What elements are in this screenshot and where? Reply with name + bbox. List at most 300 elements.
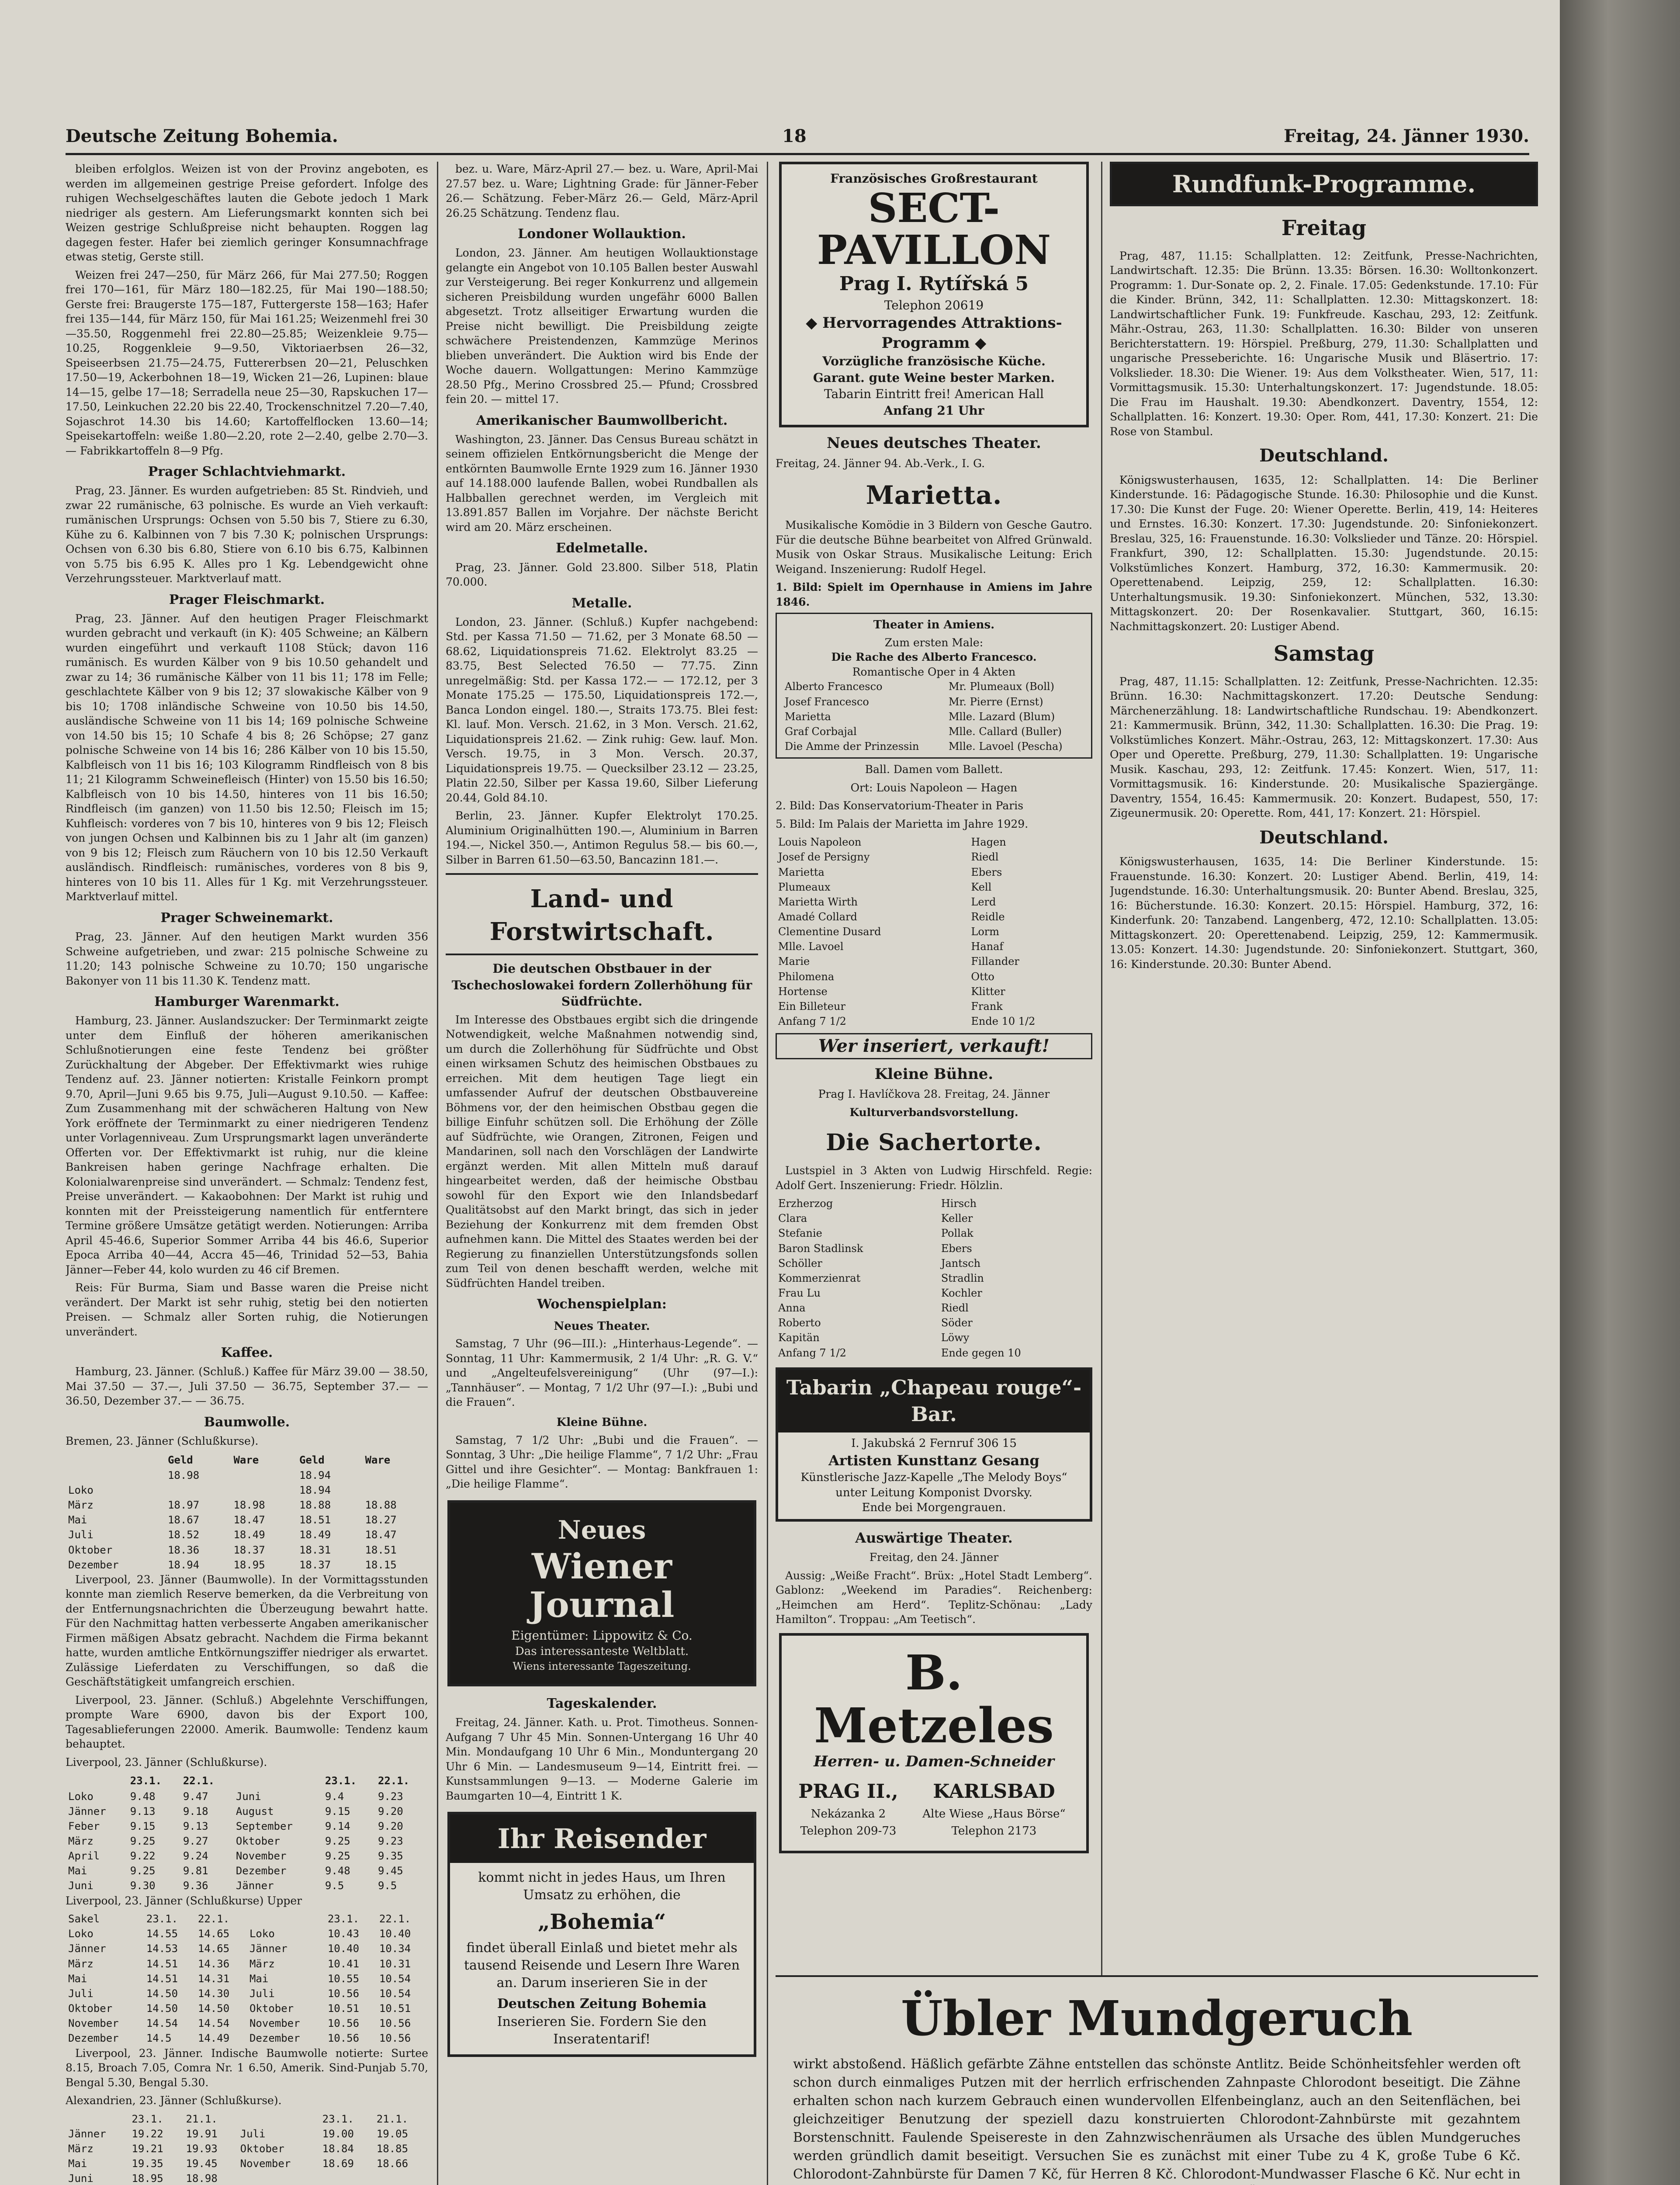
table-cell: März (249, 1957, 275, 1970)
table-cell: 14.50 (146, 1987, 178, 2000)
table-cell: 10.51 (379, 2002, 411, 2015)
table-cell: Keller (941, 1212, 973, 1225)
table-cell: Stefanie (778, 1227, 822, 1240)
alexandria-cotton-table (66, 2112, 428, 2185)
table-row (66, 1911, 428, 1926)
table-cell: 9.48 (130, 1790, 156, 1803)
table-cell: 23.1. (322, 2112, 354, 2125)
table-heading: Bremen, 23. Jänner (Schlußkurse). (66, 1435, 259, 1448)
table-row (66, 1498, 428, 1512)
table-row (776, 1346, 1092, 1360)
table-row (776, 1226, 1092, 1241)
table-cell: Riedl (971, 851, 999, 864)
table-cell (66, 2112, 129, 2126)
table-cell: 9.24 (183, 1850, 208, 1862)
table-cell: Plumeaux (778, 881, 831, 893)
table-cell: Klitter (971, 985, 1005, 998)
table-cell (374, 2171, 428, 2185)
section-heading: Kaffee. (221, 1345, 273, 1361)
table-cell: 19.35 (132, 2157, 163, 2170)
issue-date: Freitag, 24. Jänner 1930. (1284, 126, 1529, 146)
table-cell: 9.25 (325, 1850, 350, 1862)
program-text: Königswusterhausen, 1635, 14: Die Berliner Kinderstunde. 15: Frauenstunde. 16.30: Konzert. 20: Lustiger Abend. Berlin, 419, 14: Jugendstunde. 16.30: Unterhaltungsmusik. 20: Bunter Abend. Breslau, 325, 16: Bücherstunde. 16.30: Konzert. 20.15: Hörspiel. Hamburg, 372, 16: Kinderfunk. 20: Tanzabend. Langenberg, 472, 12.10: Schallplatten. 13.05: Mittagskonzert. 20: Operettenabend. Leipzig, 259, 12: Kammermusik. 13.05: Konzert. 14.30: Jugendstunde. 20: Sinfoniekonzert. Stuttgart, 360, 16: Kinderstunde. 20.30: Bunter Abend. (1110, 855, 1538, 971)
article-text: Aussig: „Weiße Fracht“. Brüx: „Hotel Stadt Lemberg“. Gablonz: „Weekend im Paradies“. Reichenberg: „Heimchen am Herd“. Teplitz-Schönau: „Lady Hamilton“. Troppau: „Am Teetisch“. (776, 1569, 1092, 1626)
article-text: bleiben erfolglos. Weizen ist von der Provinz angeboten, es werden im allgemeinen gestrige Preise gefordert. Infolge des ruhigen Wechselgeschäftes lauten die Gebote jedoch 1 Mark niedriger als gestern. Am Lieferungsmarkt konnten sich bei Weizen gestrige Schlußpreise nicht behaupten. Roggen lag dagegen fester. Hafer bei ziemlich geringer Konsumnachfrage etwas stetig, Gerste still. (66, 163, 428, 263)
table-cell: Juni (68, 2172, 94, 2185)
table-cell: Otto (971, 970, 994, 983)
table-cell: Pollak (941, 1227, 973, 1240)
play-title: Marietta. (866, 480, 1002, 510)
table-body (66, 1483, 428, 1572)
table-row (776, 1211, 1092, 1226)
program-text: Prag, 487, 11.15: Schallplatten. 12: Zeitfunk, Presse-Nachrichten. 12.35: Brünn. 16.30: Nachmittagskonzert. 17.20: Deutsche Sendung: Märchenerzählung. 18: Landwirtschaftliche Rundschau. 19: Abendkonzert. 21: Kammermusik. Brünn, 342, 11.30: Schallplatten. 16.30: Die Prag. 19: Volkstümliches Konzert. Mähr.-Ostrau, 263, 12: Mittagskonzert. 17.30: Aus Oper und Operette. Preßburg, 279, 11.30: Schallplatten. 19: Ungarische Musik. Kaschau, 293, 12: Zeitfunk. 17.45: Konzert. Wien, 517, 11: Vormittagsmusik. 16: Kinderstunde. 20: Musikalische Spaziergänge. Daventry, 1554, 16.45: Kammermusik. 20: Konzert. Budapest, 550, 17: Zigeunermusik. 20: Operette. Rom, 441, 17: Konzert. 21: Hörspiel. (1110, 675, 1538, 820)
article-text: Weizen frei 247—250, für März 266, für Mai 277.50; Roggen frei 170—161, für März 180—182.25, für Mai 190—188.50; Gerste frei: Braugerste 175—187, Futtergerste 158—163; Hafer frei 135—144, für März 150, für Mai 161.25; Weizenmehl frei 30—35.50, Roggenmehl frei 22.80—25.85; Weizenkleie 9.75—10.25, Roggenkleie 9—9.50, Viktoriaerbsen 26—32, Speiseerbsen 21.75—24.75, Futtererbsen 20—21, Peluschken 17.50—19, Ackerbohnen 18—19, Wicken 21—26, Lupinen: blaue 14—15, gelbe 17—18; Serradella neue 25—30, Rapskuchen 17—17.50, Leinkuchen 22.20 bis 22.40, Trockenschnitzel 7.20—7.40, Sojaschrot 14.30 bis 14.60; Kartoffelflocken 13.60—14; Speisekartoffeln: weiße 1.80—2.20, rote 2—2.40, gelbe 2.70—3. — Fabrikkartoffeln 8—9 Pfg. (66, 268, 428, 457)
table-cell: Dezember (236, 1865, 287, 1877)
ad-text: Das interessanteste Weltblatt. (515, 1644, 689, 1658)
table-row (66, 1483, 428, 1498)
table-cell (247, 1911, 325, 1926)
table-cell: Juli (68, 1529, 94, 1541)
table-cell: Juli (68, 1987, 94, 2000)
table-cell: 10.54 (379, 1972, 411, 1985)
column-theater (776, 162, 1092, 2185)
ad-highlight: „Bohemia“ (537, 1909, 666, 1934)
section-heading: Prager Schlachtviehmarkt. (148, 464, 346, 479)
ad-title: B. Metzeles (814, 1644, 1054, 1754)
table-cell: Marietta (785, 710, 831, 723)
table-row (776, 999, 1092, 1014)
table-cell: März (68, 1835, 94, 1847)
table-cell: Jänner (68, 1805, 106, 1817)
table-row (66, 1863, 428, 1878)
table-cell: Clementine Dusard (778, 926, 881, 938)
table-cell: 18.15 (365, 1558, 397, 1571)
section-heading: Prager Fleischmarkt. (169, 592, 325, 607)
table-cell: 14.54 (146, 2017, 178, 2030)
table-cell: März (68, 1499, 94, 1512)
table-cell: Mai (68, 2157, 87, 2170)
table-cell: Clara (778, 1212, 807, 1225)
table-cell: 18.95 (132, 2172, 163, 2185)
table-cell: 9.25 (130, 1865, 156, 1877)
sect-pavillon-ad (779, 162, 1089, 427)
table-cell: Lerd (971, 895, 996, 908)
table-cell: 14.55 (146, 1928, 178, 1940)
table-cell: Sakel (68, 1913, 100, 1925)
table-cell: 14.51 (146, 1957, 178, 1970)
table-cell: Josef de Persigny (778, 851, 870, 864)
table-cell: Mr. Plumeaux (Boll) (948, 680, 1054, 693)
table-row (776, 1286, 1092, 1301)
table-cell: 9.4 (325, 1790, 344, 1803)
table-cell: 14.65 (197, 1942, 230, 1955)
country-heading: Deutschland. (1259, 827, 1389, 848)
table-cell: 19.05 (376, 2127, 409, 2140)
table-cell: 9.47 (183, 1790, 208, 1803)
table-cell: Frank (971, 1000, 1003, 1013)
table-cell: 18.27 (365, 1514, 397, 1526)
table-cell: Jänner (236, 1880, 274, 1892)
article-text: London, 23. Jänner. Am heutigen Wollauktionstage gelangte ein Angebot von 10.105 Ballen bester Auswahl zur Versteigerung. Bei reger Konkurrenz und allgemein sicheren Preisbildung wurden ungefähr 6000 Ballen abgesetzt. Trotz allseitiger Erwartung wurden die Preise nicht bewilligt. Die Preisbildung zeigte schwächere Preistendenzen, Kammzüge Merinos blieben unverändert. Die Auktion wird bis Ende der Woche dauern. Wollgattungen: Merino Kammzüge 28.50 Pfg., Merino Crossbred 25.— Pfund; Crossbred fein 20. — mittel 17. (446, 246, 758, 406)
column-header (233, 1773, 322, 1789)
table-cell: 10.40 (327, 1942, 360, 1955)
table-cell: Ende 10 1/2 (971, 1015, 1036, 1028)
scene-note: 5. Bild: Im Palais der Marietta im Jahre 1929. (776, 817, 1029, 830)
column-rule (767, 162, 768, 2185)
running-head (66, 118, 1529, 155)
box-text: Zum ersten Male: (884, 636, 984, 649)
table-cell: 14.50 (197, 2002, 230, 2015)
ad-phone: Telephon 209-73 (800, 1824, 897, 1838)
table-cell: 9.20 (378, 1805, 403, 1817)
table-cell: 19.45 (186, 2157, 218, 2170)
ad-address: Prag I. Rytířská 5 (839, 272, 1029, 295)
section-heading: Amerikanischer Baumwollbericht. (476, 413, 728, 428)
cast-list (776, 1196, 1092, 1360)
table-cell: Jantsch (941, 1257, 981, 1269)
book-binding-edge (1560, 0, 1680, 2185)
table-body (66, 1789, 428, 1894)
article-text: Hamburg, 23. Jänner. Auslandszucker: Der Terminmarkt zeigte unter dem Einfluß der höheren amerikanischen Schlußnotierungen eine feste Tendenz bei größter Zurückhaltung der Abgeber. Der Effektivmarkt wies ruhige Tendenz auf. 23. Jänner notierten: Kristalle Feinkorn prompt 9.70, April—Juni 9.65 bis 9.75, Juli—August 9.10.50. — Kaffee: Zum Zusammenhang mit der schwächeren Haltung von New York eröffnete der Terminmarkt zu einer niedrigeren Tendenz unter Vorlagenniveau. Zum Ursprungsmarkt lagen unveränderte Offerten vor. Der Effektivmarkt ist ruhig, nur die kleine Bankreisen haben geringe Nachfrage erhalten. Die Kolonialwarenpreise sind unverändert. — Schmalz: Tendenz fest, Preise unverändert. — Kakaobohnen: Der Markt ist ruhig und konnten mit der Preissteigerung namentlich für entferntere Termine größere Umsätze getätigt werden. Notierungen: Arriba April 45-46.6, Superior Sommer Arriba 44 bis 46.6, Superior Epoca Arriba 40—44, Accra 45—46, Trinidad 52—53, Bahia Jänner—Feber 44, kolo wurden zu 46 cif Bremen. (66, 1014, 428, 1276)
table-row (776, 895, 1092, 909)
article-text: Liverpool, 23. Jänner. (Schluß.) Abgelehnte Verschiffungen, prompte Ware 6900, davon bis der Export 100, Tagesablieferungen 22000. Amerik. Baumwolle: Tendenz kaum behauptet. (66, 1693, 428, 1751)
article-text: Liverpool, 23. Jänner. Indische Baumwolle notierte: Surtee 8.15, Broach 7.05, Comra Nr. 1 6.50, Amerik. Sind-Punjab 5.70, Bengal 5.30, Bengal 5.30. (66, 2046, 428, 2089)
table-cell: 18.85 (376, 2142, 409, 2155)
section-title: Land- und Forstwirtschaft. (489, 884, 714, 947)
table-heading: Liverpool, 23. Jänner (Schlußkurse) Upper (66, 1894, 302, 1907)
table-row (776, 850, 1092, 864)
table-cell: Kell (971, 881, 992, 893)
table-cell: 18.98 (186, 2172, 218, 2185)
article-text: Samstag, 7 Uhr (96—III.): „Hinterhaus-Legende“. — Sonntag, 11 Uhr: Kammermusik, 2 1/4 Uhr: „R. G. V.“ und „Angelteufelsvereinigung“ (Uhr (97—I.): „Tannhäuser“. — Montag, 7 1/2 Uhr (97—I.): „Bubi und die Frauen“. (446, 1337, 758, 1409)
table-cell: 10.41 (327, 1957, 360, 1970)
table-row (776, 865, 1092, 880)
table-cell: November (68, 2017, 119, 2030)
table-row (66, 1878, 428, 1893)
reisender-ad (447, 1812, 756, 2057)
table-cell: 18.52 (167, 1529, 200, 1541)
table-cell: Josef Francesco (785, 695, 869, 708)
table-cell: 14.5 (146, 2032, 172, 2045)
table-body (782, 679, 1086, 754)
ad-address: I. Jakubská 2 Fernruf 306 15 (851, 1437, 1017, 1450)
article-text: bez. u. Ware, März-April 27.— bez. u. Ware, April-Mai 27.57 bez. u. Ware; Lightning Grade: für Jänner-Feber 26.— Schätzung. Feber-März 26.— Geld, März-April 26.25 Schätzung. Tendenz flau. (446, 163, 758, 219)
cast-list (776, 835, 1092, 1029)
program-text: Prag, 487, 11.15: Schallplatten. 12: Zeitfunk, Presse-Nachrichten, Landwirtschaft. 12.35: Die Brünn. 13.35: Börsen. 16.30: Wolltonkonzert. Programm: 1. Dur-Sonate op. 2, 2. Finale. 17.05: Gedenkstunde. 17.10: Für die Kinder. Brünn, 342, 11: Schallplatten. 12.30: Mittagskonzert. 18: Landwirtschaftlicher Funk. 19: Funkfreude. Kaschau, 293, 12: Zeitfunk. Mähr.-Ostrau, 263, 11.30: Schallplatten. 16.30: Bilder von unseren Berichterstattern. 19: Hörspiel. Preßburg, 279, 11.30: Schallplatten und ungarische Presseberichte. 16: Ungarische Musik und Bläsertrio. 17: Volkslieder. 18.30: Die Wiener. 19: Aus dem Volkstheater. Wien, 517, 11: Vormittagsmusik. 15.30: Unterhaltungskonzert. 17: Jugendstunde. 18.05: Die Frau im Haushalt. 19.30: Abendkonzert. Daventry, 1554, 12: Schallplatten. 16: Konzert. 19.30: Oper. Rom, 441, 17.30: Konzert. 21: Die Rose von Stambul. (1110, 249, 1538, 438)
table-cell: Graf Corbajal (785, 725, 857, 738)
table-row (66, 2126, 428, 2141)
table-cell: 14.50 (146, 2002, 178, 2015)
table-cell: 10.43 (327, 1928, 360, 1940)
table-cell: Marie (778, 955, 810, 968)
ad-text: Ende bei Morgengrauen. (862, 1501, 1006, 1515)
table-cell (231, 1468, 297, 1483)
table-cell: 18.94 (299, 1469, 331, 1481)
table-cell (231, 1483, 297, 1498)
table-cell: Hanaf (971, 940, 1004, 953)
ad-city: PRAG II., (798, 1780, 898, 1803)
table-cell: 18.94 (167, 1558, 200, 1571)
table-cell: Kapitän (778, 1332, 820, 1344)
table-cell: Loko (68, 1928, 94, 1940)
table-cell: 9.30 (130, 1880, 156, 1892)
table-row (66, 1971, 428, 1986)
table-cell: 9.45 (378, 1865, 403, 1877)
table-cell: Ebers (971, 866, 1002, 878)
table-cell: 18.84 (322, 2142, 354, 2155)
column-header: Ware (233, 1453, 259, 1466)
liverpool-sakel-table (66, 1911, 428, 2046)
table-cell: 9.81 (183, 1865, 208, 1877)
table-cell: Juli (240, 2127, 266, 2140)
table-cell: 23.1. (146, 1913, 178, 1925)
table-row (66, 2112, 428, 2126)
ad-text: Herren- u. Damen-Schneider (814, 1752, 1054, 1770)
table-cell: Frau Lu (778, 1287, 821, 1299)
table-cell: 19.22 (132, 2127, 163, 2140)
page-number: 18 (782, 126, 807, 146)
table-cell: Schöller (778, 1257, 822, 1269)
table-cell: 18.66 (376, 2157, 409, 2170)
table-cell: 9.5 (378, 1880, 397, 1892)
ad-text: Wiens interessante Tageszeitung. (513, 1660, 691, 1672)
table-cell: 19.00 (322, 2127, 354, 2140)
table-cell: Oktober (249, 2002, 294, 2015)
table-cell: 10.56 (327, 2017, 360, 2030)
table-cell: Louis Napoleon (778, 836, 862, 849)
table-row (776, 984, 1092, 999)
ad-text: Eigentümer: Lippowitz & Co. (511, 1628, 693, 1643)
table-cell: 9.14 (325, 1820, 350, 1832)
table-row (776, 1014, 1092, 1029)
ad-text: wirkt abstoßend. Häßlich gefärbte Zähne entstellen das schönste Antlitz. Beide Schönheitsfehler werden oft schon durch einmaliges Putzen mit der herrlich erfrischenden Zahnpaste Chlorodont beseitigt. Die Zähne erhalten schon nach kurzem Gebrauch einen wundervollen Elfenbeinglanz, auch an den Seitenflächen, bei gleichzeitiger Benutzung der speziell dazu konstruierten Chlorodont-Zahnbürste mit gezahntem Borstenschnitt. Faulende Speisereste in den Zahnzwischenräumen als Ursache des üblen Mundgeruches werden gründlich damit beseitigt. Versuchen Sie es zunächst mit einer Tube zu 4 K, große Tube 6 Kč. Chlorodont-Zahnbürste für Damen 7 Kč, für Herren 8 Kč. Chlorodont-Mundwasser Flasche 6 Kč. Nur echt in (793, 2057, 1521, 2182)
theater-heading: Neues deutsches Theater. (827, 434, 1041, 452)
day-heading: Samstag (1273, 642, 1375, 666)
article-text: Berlin, 23. Jänner. Kupfer Elektrolyt 170.25. Aluminium Originalhütten 190.—, Aluminium in Barren 194.—, Nickel 350.—, Antimon Regulus 58.— bis 60.—, Silber in Barren 61.50—63.50, Bancazinn 181.—. (446, 809, 758, 866)
table-cell: Hagen (971, 836, 1006, 849)
column-header: Geld (167, 1453, 193, 1466)
play-within-box (776, 613, 1092, 759)
ad-phone: Telephon 20619 (884, 298, 984, 312)
performance-date: Prag I. Havlíčkova 28. Freitag, 24. Jänner (818, 1088, 1050, 1101)
table-row (776, 909, 1092, 924)
table-body (66, 1911, 428, 2046)
column-rule (1101, 162, 1102, 2185)
table-cell: 18.88 (365, 1499, 397, 1512)
table-body (776, 1196, 1092, 1360)
table-cell: Juli (249, 1987, 275, 2000)
section-heading: Tageskalender. (547, 1696, 657, 1711)
liverpool-cotton-table (66, 1773, 428, 1893)
table-cell: 9.5 (325, 1880, 344, 1892)
table-cell: April (68, 1850, 100, 1862)
country-heading: Deutschland. (1259, 445, 1389, 466)
table-row (782, 694, 1086, 709)
article-text: Prag, 23. Jänner. Auf den heutigen Markt wurden 356 Schweine aufgetrieben, und zwar: 215 polnische Schweine zu 11.20; 143 polnische Schweine zu 10.70; 150 ungarische Bakonyer von 11 bis 11.30 K. Tendenz matt. (66, 930, 428, 987)
table-body (66, 2112, 428, 2185)
table-cell: 9.15 (325, 1805, 350, 1817)
table-cell: 23.1. (327, 1913, 360, 1925)
table-cell: Philomena (778, 970, 835, 983)
table-cell: 18.36 (167, 1543, 200, 1556)
table-cell: Juni (68, 1880, 94, 1892)
column-header (66, 1773, 128, 1789)
article-text: Lustspiel in 3 Akten von Ludwig Hirschfeld. Regie: Adolf Gert. Inszenierung: Friedr. Hölzlin. (776, 1164, 1092, 1192)
table-heading: Liverpool, 23. Jänner (Schlußkurse). (66, 1755, 267, 1769)
table-row (66, 1804, 428, 1819)
table-row (66, 1527, 428, 1542)
table-cell (238, 2171, 320, 2185)
table-row (776, 1301, 1092, 1315)
table-cell: 18.95 (233, 1558, 265, 1571)
column-header: Ware (365, 1453, 391, 1466)
table-cell: Kochler (941, 1287, 982, 1299)
ad-text: Artisten Kunsttanz Gesang (828, 1452, 1039, 1469)
column-header (66, 1452, 165, 1468)
table-cell: Alberto Francesco (785, 680, 883, 693)
table-cell: 10.56 (327, 1987, 360, 2000)
table-row (66, 1819, 428, 1834)
table-cell: Ebers (941, 1242, 972, 1255)
ad-text: kommt nicht in jedes Haus, um Ihren Umsatz zu erhöhen, die (478, 1870, 726, 1903)
table-row (776, 954, 1092, 969)
table-row (66, 2016, 428, 2031)
table-cell: Amadé Collard (778, 910, 857, 923)
ad-text: Künstlerische Jazz-Kapelle „The Melody Boys“ (800, 1471, 1067, 1484)
table-cell: 9.36 (183, 1880, 208, 1892)
article-text: Prag, 23. Jänner. Es wurden aufgetrieben: 85 St. Rindvieh, und zwar 22 rumänische, 63 polnische. Es wurde an Vieh verkauft: rumänischen Ursprungs: Ochsen von 5.50 bis 7, Stiere zu 6.30, Kühe zu 6. Kalbinnen von 7 bis 7.30 K; polnischen Ursprungs: Ochsen von 6.30 bis 6.80, Stiere von 6.10 bis 6.75, Kalbinnen von 5.75 bis 6.95 K. Alles pro 1 Kg. Lebendgewicht ohne Verzehrungssteuer. Marktverlauf matt. (66, 484, 428, 585)
article-text: Freitag, 24. Jänner. Kath. u. Prot. Timotheus. Sonnen-Aufgang 7 Uhr 45 Min. Sonnen-Untergang 16 Uhr 40 Min. Mondaufgang 10 Uhr 6 Min., Monduntergang 20 Uhr 6 Min. — Landesmuseum 9—14, Eintritt frei. — Kunstsammlungen 9—13. — Moderne Galerie im Baumgarten 10—4, Eintritt 1 K. (446, 1716, 758, 1802)
ad-title: Tabarin „Chapeau rouge“-Bar. (778, 1370, 1090, 1432)
table-cell (362, 1483, 428, 1498)
table-cell: Baron Stadlinsk (778, 1242, 863, 1255)
table-row (66, 1986, 428, 2001)
column-header: 22.1. (378, 1775, 410, 1787)
table-cell: 18.98 (167, 1469, 200, 1481)
table-row (776, 835, 1092, 850)
table-row (66, 1834, 428, 1849)
ad-text: unter Leitung Komponist Dvorsky. (835, 1486, 1032, 1499)
table-cell: November (240, 2157, 291, 2170)
ad-text: Inserieren Sie. Fordern Sie den Inseratentarif! (497, 2014, 707, 2047)
table-body (776, 835, 1092, 1029)
table-cell: Ein Billeteur (778, 1000, 845, 1013)
article-text: Ball. Damen vom Ballett. (865, 763, 1003, 776)
column-header: 22.1. (183, 1775, 215, 1787)
table-cell: 21.1. (376, 2112, 409, 2125)
table-cell: Dezember (249, 2032, 300, 2045)
table-row (66, 2156, 428, 2171)
table-cell: 18.67 (167, 1514, 200, 1526)
tabarin-ad (776, 1367, 1092, 1522)
table-heading: Alexandrien, 23. Jänner (Schlußkurse). (66, 2094, 282, 2107)
table-cell: 18.94 (299, 1484, 331, 1496)
table-cell: Dezember (68, 1558, 119, 1571)
article-text: Im Interesse des Obstbaues ergibt sich die dringende Notwendigkeit, welche Maßnahmen notwendig sind, um durch die Zollerhöhung für Südfrüchte und Obst einen wirksamen Schutz des heimischen Obstbaues zu erreichen. Mit dem heutigen Tage liegt ein umfassender Aufruf der deutschen Obstbauvereine Böhmens vor, der den heimischen Obstbau gegen die billige Einfuhr schützen soll. Die Erhöhung der Zölle auf Südfrüchte, wie Orangen, Zitronen, Feigen und Mandarinen, soll nach den Vorschlägen der Landwirte ergänzt werden. Mit allen Mitteln muß darauf hingearbeitet werden, daß der heimische Obstbau sowohl für den Export wie den Inlandsbedarf Qualitätsobst auf den Markt bringt, das sich in jeder Beziehung der Konkurrenz mit dem fremden Obst aufnehmen kann. Die Mittel des Staates werden bei der Regierung zu finanziellen Unterstützungsfonds sollen zum Teil von denen beschafft werden, welche mit Südfrüchten Handel treiben. (446, 1013, 758, 1290)
table-cell: 18.37 (299, 1558, 331, 1571)
table-cell (238, 2112, 320, 2126)
table-cell: 14.53 (146, 1942, 178, 1955)
performance-date: Freitag, den 24. Jänner (869, 1551, 999, 1564)
chlorodont-ad (776, 1975, 1538, 2185)
table-row (66, 1512, 428, 1527)
table-cell: 9.25 (325, 1835, 350, 1847)
ad-text: Deutschen Zeitung Bohemia (497, 1996, 707, 2012)
article-text: Hamburg, 23. Jänner. (Schluß.) Kaffee für März 39.00 — 38.50, Mai 37.50 — 37.—, Juli 37.50 — 36.75, September 37.— — 36.50, Dezember 37.— — 36.75. (66, 1365, 428, 1408)
table-cell: März (68, 2142, 94, 2155)
table-cell: 18.37 (233, 1543, 265, 1556)
table-cell: Ende gegen 10 (941, 1346, 1021, 1359)
article-text: Liverpool, 23. Jänner (Baumwolle). In der Vormittagsstunden konnte man ziemlich Reserve bemerken, da die Verbreitung von der Entfernungsnachrichten die Überzeugung bewahrt hatte. Für den Nachmittag hatten verbesserte Angaben amerikanischer Firmen mäßigen Absatz gebracht. Nachdem die Firma bekannt hatte, wurden amtliche Entkörnungsziffer niedriger als erwartet. Zulässige Lieferdaten zu Verschiffungen, so daß die Geschäftstätigkeit umfangreich erschien. (66, 1573, 428, 1689)
table-row (782, 709, 1086, 724)
table-cell: 18.69 (322, 2157, 354, 2170)
table-cell: 9.15 (130, 1820, 156, 1832)
table-cell: Erzherzog (778, 1197, 833, 1210)
column-radio-programs (1110, 162, 1538, 1966)
table-row (776, 1256, 1092, 1271)
table-cell: 10.56 (327, 2032, 360, 2045)
table-row (66, 1956, 428, 1971)
table-row (66, 1557, 428, 1572)
performance-note: Kulturverbandsvorstellung. (849, 1106, 1018, 1119)
table-cell: Marietta Wirth (778, 895, 858, 908)
paper-name: Deutsche Zeitung Bohemia. (66, 126, 338, 146)
ad-text: Anfang 21 Uhr (883, 403, 984, 418)
table-cell (66, 1468, 165, 1483)
table-cell: 10.34 (379, 1942, 411, 1955)
bremen-cotton-table (66, 1452, 428, 1572)
ad-title: Wiener Journal (529, 1546, 675, 1626)
column-rule (437, 162, 438, 2185)
subheading: Kleine Bühne. (556, 1415, 648, 1429)
article-text: Prag, 23. Jänner. Auf den heutigen Prager Fleischmarkt wurden gebracht und verkauft (in K): 405 Schweine; an Kälbern wurden eingeführt und verkauft 1108 Stück; davon 116 rumänisch. Es wurden Kälber von 9 bis 10.50 gehandelt und zwar zu 14; 36 rumänische Kälber von 11 bis 11; 178 im Felle; geschlachtete Kälber von 9 bis 12; 37 slowakische Kälber von 9 bis 10; 1708 inländische Schweine von 10.50 bis 14.50, ausländische Schweine von 11 bis 14; 169 polnische Schweine von 14.50 bis 15; 10 Schafe 4 bis 8; 26 Schöpse; 27 ganz polnische Schweine von 14 bis 16; 286 Kälber von 10 bis 15.50, Kalbfleisch von 11 bis 16; 103 Kilogramm Rindfleisch von 8 bis 11; 21 Kilogramm Schweinefleisch (Hinter) von 15.50 bis 16.50; Kalbfleisch von 10 bis 14.50, hinteres von 11 bis 16.50; Rindfleisch (im ganzen) von 11.50 bis 12.50; Fleisch im 15; Kuhfleisch: vorderes von 7 bis 10, hinteres von 9 bis 12; Fleisch von jungen Ochsen und Kalbinnen bis zu 1 Jahr alt (im ganzen) von 9 bis 12; Fleisch zum Räuchern von 10 bis 12.50 Verkauft ausländisch. Rindfleisch: rumänisches, vorderes von 8 bis 9, hinteres von 10 bis 11. Alles für 1 Kg. mit Verzehrungssteuer. Marktverlauf mittel. (66, 612, 428, 903)
table-cell: März (68, 1957, 94, 1970)
table-cell: 14.49 (197, 2032, 230, 2045)
table-cell: 18.49 (233, 1529, 265, 1541)
table-cell: Oktober (236, 1835, 281, 1847)
table-row (66, 1789, 428, 1804)
table-cell: 10.54 (379, 1987, 411, 2000)
table-cell: November (236, 1850, 287, 1862)
table-cell: Oktober (68, 2002, 113, 2015)
table-row (66, 1941, 428, 1956)
table-cell: 18.51 (365, 1543, 397, 1556)
table-cell: Löwy (941, 1332, 970, 1344)
ad-kicker: Französisches Großrestaurant (830, 171, 1038, 186)
radio-section-title: Rundfunk-Programme. (1110, 162, 1538, 206)
table-cell: 14.36 (197, 1957, 230, 1970)
article-text: Prag, 23. Jänner. Gold 23.800. Silber 518, Platin 70.000. (446, 561, 758, 589)
scene-note: 2. Bild: Das Konservatorium-Theater in Paris (776, 799, 1024, 812)
ad-text: Tabarin Eintritt frei! American Hall (824, 387, 1044, 402)
table-cell: 9.13 (130, 1805, 156, 1817)
table-cell: Anfang 7 1/2 (778, 1346, 846, 1359)
table-cell: Roberto (778, 1317, 821, 1329)
table-row (66, 2031, 428, 2046)
day-heading: Freitag (1281, 216, 1367, 241)
cast-list (782, 679, 1086, 754)
table-cell: Jänner (68, 1942, 106, 1955)
table-cell: Söder (941, 1317, 973, 1329)
table-cell: 9.18 (183, 1805, 208, 1817)
column-header: 23.1. (130, 1775, 162, 1787)
box-text: Romantische Oper in 4 Akten (852, 665, 1016, 678)
table-cell: Dezember (68, 2032, 119, 2045)
table-cell: 14.51 (146, 1972, 178, 1985)
performance-date: Freitag, 24. Jänner 94. Ab.-Verk., I. G. (776, 457, 985, 470)
table-cell: 9.48 (325, 1865, 350, 1877)
table-cell: 10.51 (327, 2002, 360, 2015)
